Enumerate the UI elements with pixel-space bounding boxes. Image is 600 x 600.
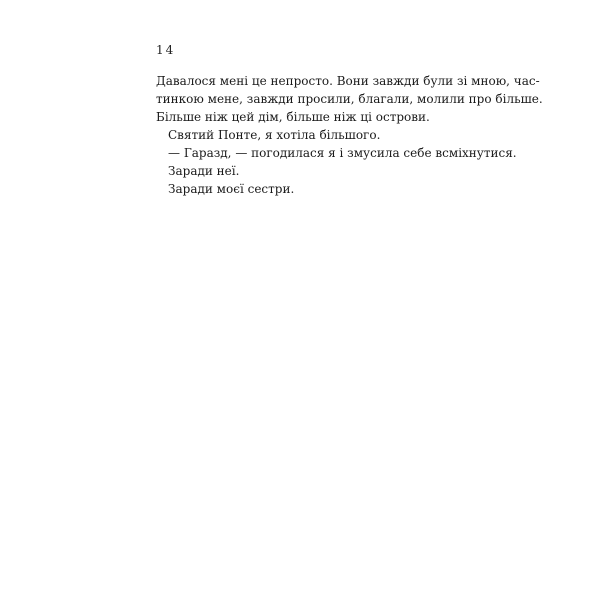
text-line: тинкою мене, завжди просили, благали, молили про більше. — [156, 92, 543, 106]
text-line: Заради неї. — [168, 164, 240, 178]
text-line: Більше ніж цей дім, більше ніж ці острови. — [156, 110, 430, 124]
dialogue-line: — Гаразд, — погодилася я і змусила себе всміхнутися. — [168, 146, 517, 160]
body-text — [156, 72, 543, 198]
text-line: Святий Понте, я хотіла більшого. — [168, 128, 381, 142]
text-line: Заради моєї сестри. — [168, 182, 295, 196]
page-number: 14 — [156, 43, 176, 57]
text-line: Давалося мені це непросто. Вони завжди були зі мною, час- — [156, 74, 540, 88]
